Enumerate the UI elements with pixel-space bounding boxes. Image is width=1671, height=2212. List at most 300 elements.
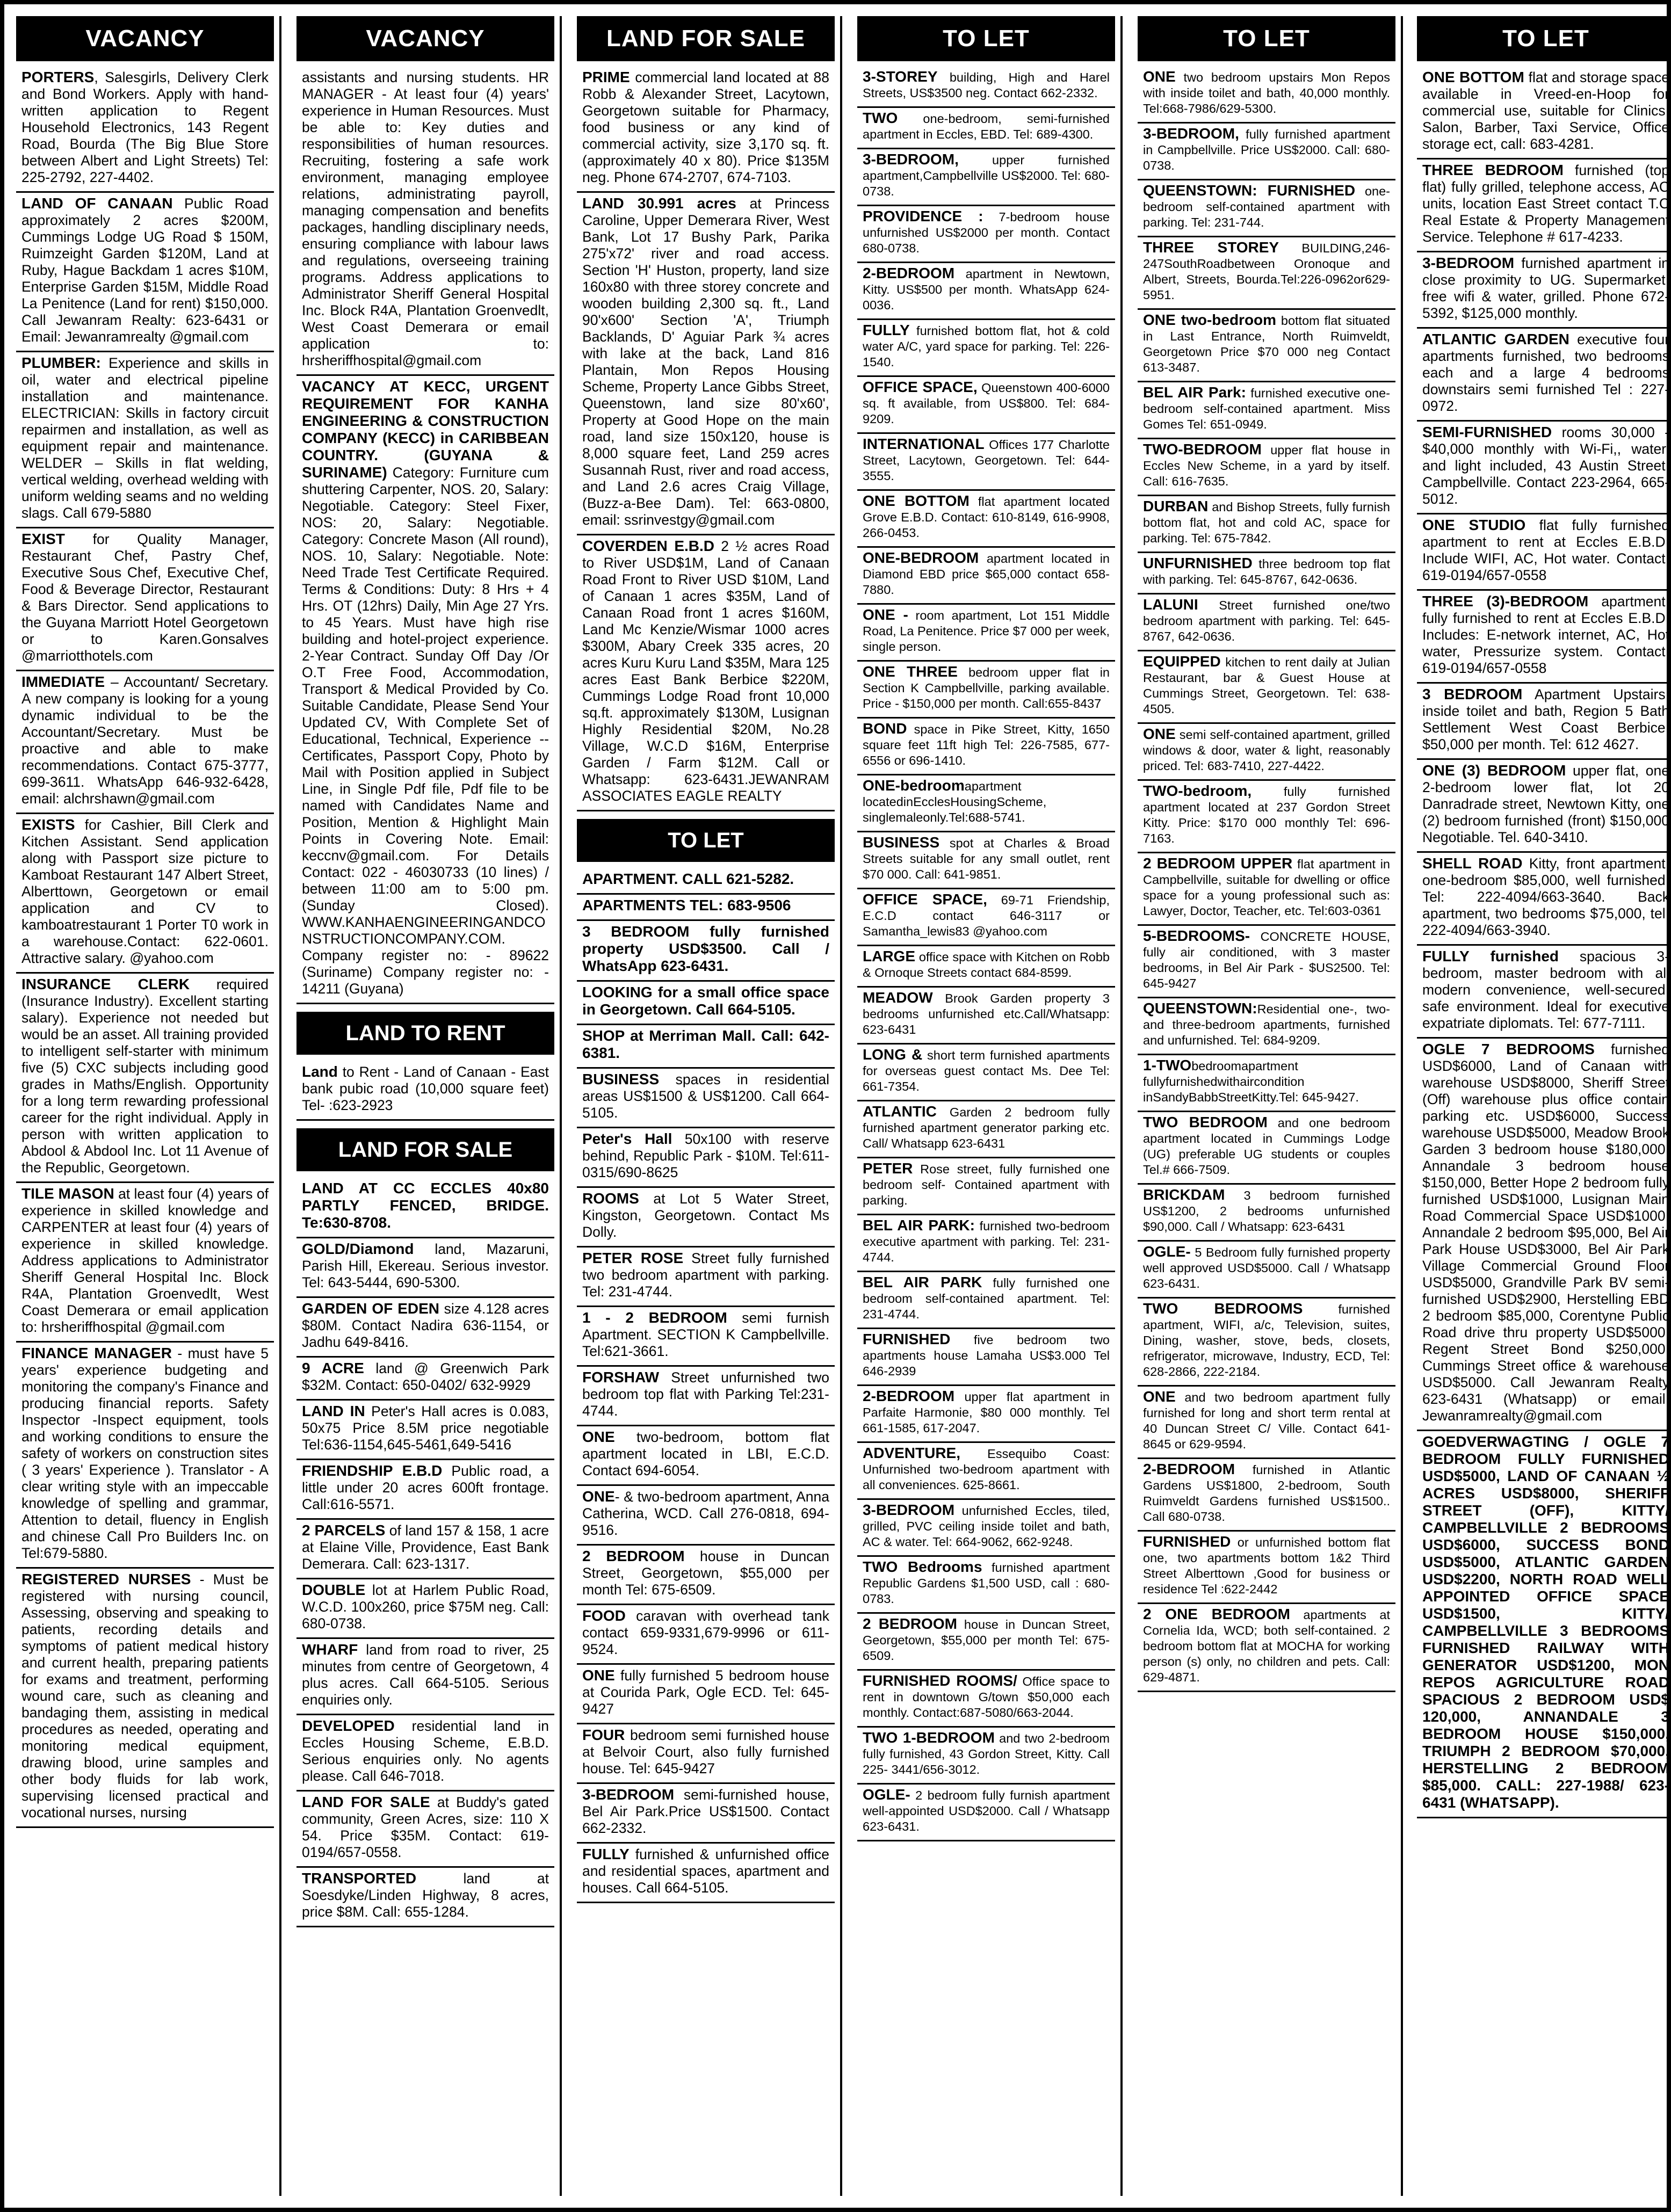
ad-lead: Peter's Hall [582,1130,672,1147]
classified-ad [577,1546,835,1605]
ad-body: land @ Greenwich Park $32M. Contact: 650-0402/ 632-9929 [302,1360,549,1393]
ad-body: at least four (4) years of experience in skilled knowledge and CARPENTER at least four (4) years of experience in skilled knowledge. Address applications to Administrator Sheriff General Hospital Inc. Block R4A, Plantation Groenvedlt, West Coast Demerara or email application to: hrsheriffhospital @gmail.com [21,1186,269,1335]
ad-body: kitchen to rent daily at Julian Restaurant, bar & Guest House at Cummings Street, Georgetown. Tel: 638-4505. [1143,655,1390,716]
ad-lead: 3-BEDROOM [582,1786,675,1803]
classified-ad [857,377,1115,434]
ad-lead: BUSINESS [863,834,940,851]
ad-body: 2 ½ acres Road to River USD$1M, Land of Canaan Road Front to River USD $10M, Land of Canaan 1 acres $35M, Land of Canaan Road front 1 acres $160M, Land Mc Kenzie/Wismar 1000 acres $300M, Abary Creek 335 acres, 20 acres Kuru Kuru Land $35M, Mara 125 acres East Bank Berbice $220M, Cummings Lodge Road front 10,000 sq.ft. approximately $130M, Lusignan Highly Residential $20M, No.28 Village, W.C.D $16M, Enterprise Garden / Farm $12M. Call or Whatsapp: 623-6431.JEWANRAM ASSOCIATES EAGLE REALTY [582,538,829,804]
ad-lead: 1 - 2 BEDROOM [582,1309,727,1326]
classified-ad [577,895,835,921]
ad-lead: OGLE- [1143,1243,1191,1260]
column-3 [577,16,835,2196]
ad-lead: SEMI-FURNISHED [1422,424,1552,440]
ad-lead: FINANCE MANAGER [21,1345,172,1361]
classified-ad [296,1358,554,1401]
ad-body: 7-bedroom house unfurnished US$2000 per month. Contact 680-0738. [863,210,1110,255]
classified-ad [1138,310,1395,382]
column-divider [840,16,842,2196]
ad-body: three bedroom top flat with parking. Tel: 645-8767, 642-0636. [1143,557,1390,586]
classified-ad [1138,724,1395,781]
ad-lead: 2 BEDROOM [582,1548,685,1564]
ad-lead: BEL AIR PARK [863,1274,982,1290]
classified-ad [857,1386,1115,1443]
column-1 [16,16,274,2196]
ad-body: and two 2-bedroom fully furnished, 43 Gordon Street, Kitty. Call 225- 3441/656-3012. [863,1731,1110,1776]
ad-lead: LALUNI [1143,596,1198,613]
ad-lead: 3 BEDROOM fully furnished property USD$3500. Call / WhatsApp 623-6431. [582,923,829,974]
classified-ad [1417,514,1671,591]
ad-lead: INTERNATIONAL [863,436,985,452]
classified-ad [577,1307,835,1367]
ad-body: bottom flat situated in Last Entrance, North Ruimveldt, Georgetown Price $70 000 neg Contact 613-3487. [1143,314,1391,374]
classified-ad [857,320,1115,377]
ad-body: land at Soesdyke/Linden Highway, 8 acres, price $8M. Call: 655-1284. [302,1870,549,1920]
classified-ad [857,1272,1115,1329]
ad-body: furnished bottom flat, hot & cold water A/C, yard space for parking. Tel: 226-1540. [863,324,1110,369]
classified-ad [1417,67,1671,159]
ad-lead: OFFICE SPACE, [863,891,987,908]
classified-ad [857,149,1115,206]
ad-lead: OGLE- [863,1786,910,1803]
ad-lead: FURNISHED ROOMS/ [863,1672,1017,1689]
column-2 [296,16,554,2196]
ad-lead: EQUIPPED [1143,653,1221,670]
ad-lead: VACANCY AT KECC, URGENT REQUIREMENT FOR KANHA ENGINEERING & CONSTRUCTION COMPANY (KECC) in CARIBBEAN COUNTRY. (GUYANA & SURINAME) [302,378,549,481]
ad-lead: PETER ROSE [582,1250,684,1266]
section-header: LAND FOR SALE [296,1128,554,1171]
classified-ad [296,1579,554,1639]
ad-body: Category: Furniture cum shuttering Carpenter, NOS. 20, Salary: Negotiable. Category: Steel Fixer, NOS: 20, Salary: Negotiable. Category: Concrete Mason (All round), NOS. 10, Salary: Negotiable. Note: Need Trade Test Certificate Required. Terms & Conditions: Duty: 8 Hrs + 4 Hrs. OT (12hrs) Daily, Min Age 27 Yrs. to 45 Years. Must have high rise building and hotel-project experience. 2-Year Contract. Sunday Off Day /Or O.T Free Food, Accommodation, Transport & Medical Provided by Co. Suitable Candidate, Please Send Your Updated CV, With Complete Set of Educational, Technical, Experience -- Certificates, Passport Copy, Photo by Mail with Position applied in Subject Line, in Single Pdf file, Pdf file to be named with Candidates Name and Position, Mention & Highlight Main Points in Covering Note. Email: keccnv@gmail.com. For Details Contact: 022 - 46030733 (10 lines) / between 11:00 am to 5:00 pm. (Sunday Closed). WWW.KANHAENGINEERINGANDCONSTRUCTIONCOMPANY.COM. Company register no: - 89622 (Suriname) Company register no: - 14211 (Guyana) [302,465,549,997]
ad-lead: MEADOW [863,989,933,1006]
ad-body: - must have 5 years' experience budgeting and monitoring the company's Finance and producing financial reports. Safety Inspector -Inspect equipment, tools and working conditions to ensure the safety of workers on construction sites ( 3 years' Experience ). Translator - A clear writing style with an impeccable knowledge of spelling and grammar, Attention to detail, fluency in English and chinese Call Pro Builders Inc. on Tel:679-5880. [21,1345,269,1561]
ad-body: residential land in Eccles Housing Scheme, E.B.D. Serious enquiries only. No agents please. Call 646-7018. [302,1718,549,1784]
ad-lead: REGISTERED NURSES [21,1571,191,1587]
ad-lead: ONE [582,1428,615,1445]
ad-lead: OFFICE SPACE, [863,379,978,395]
ad-body: Kitty, front apartment, one-bedroom $85,000, well furnished. Tel: 222-4094/663-3640. Back apartment, two bedrooms $75,000, tel: 222-4094/663-3940. [1422,855,1669,938]
classified-ad [16,1343,274,1569]
ad-body: at Buddy's gated community, Green Acres, size: 110 X 54. Price $35M. Contact: 619-0194/657-0558. [302,1794,549,1860]
ad-lead: LAND AT CC ECCLES 40x80 PARTLY FENCED, BRIDGE. Te:630-8708. [302,1180,549,1231]
ad-body: and Bishop Streets, fully furnish bottom flat, hot and cold AC, space for parking. Tel: 675-7842. [1143,500,1390,545]
ad-lead: FULLY furnished [1422,948,1559,964]
ad-body: apartment located in Diamond EBD price $65,000 contact 658-7880. [863,552,1110,597]
classified-ad [296,67,554,376]
ad-lead: PETER [863,1160,913,1177]
ad-lead: APARTMENTS TEL: 683-9506 [582,897,791,913]
ad-lead: 3-STOREY [863,68,938,85]
ad-lead: ROOMS [582,1190,639,1207]
ad-body: house in Duncan Street, Georgetown, $55,000 per month Tel: 675-6509. [582,1548,829,1598]
ad-body: furnished (top flat) fully grilled, telephone access, AC units, location East Street contact T.C Real Estate & Property Management Service. Telephone # 617-4233. [1422,162,1669,245]
ad-body: for Quality Manager, Restaurant Chef, Pastry Chef, Executive Sous Chef, Executive Chef, Food & Beverage Director, Restaurant & Bars Director. Send applications to the Guyana Marriott Hotel Georgetown or to Karen.Gonsalves @marriotthotels.com [21,531,269,664]
ad-body: two bedroom upstairs Mon Repos with inside toilet and bath, 40,000 monthly. Tel:668-7986/629-5300. [1143,70,1390,115]
classified-ad [1138,124,1395,180]
ad-lead: LAND FOR SALE [302,1794,430,1810]
ad-body: fully furnished apartment in Campbellville. Price US$2000. Call: 680-0738. [1143,127,1390,172]
classified-ad [857,719,1115,775]
classified-ad [1138,651,1395,724]
classified-ad [296,376,554,1004]
ad-body: furnished & unfurnished office and residential spaces, apartment and houses. Call 664-5105. [582,1846,829,1896]
ad-body: and one bedroom apartment located in Cummings Lodge (UG) preferable UG students or couples Tel.# 666-7509. [1143,1116,1390,1177]
ad-lead: GOLD/Diamond [302,1241,414,1257]
classified-ad [1417,591,1671,684]
classified-ad [1417,422,1671,514]
ad-body: , Salesgirls, Delivery Clerk and Bond Workers. Apply with hand-written application to Regent Household Electronics, 143 Regent Road, Bourda (The Big Blue Store between Albert and Light Streets) Tel: 225-2792, 227-4402. [21,69,269,185]
ad-body: furnished in Atlantic Gardens US$1800, 2-bedroom, South Ruimveldt Gardens furnished US$1500.. Call 680-0738. [1143,1463,1390,1524]
classified-ad [1138,781,1395,853]
ad-body: furnished two-bedroom executive apartment with parking. Tel: 231-4744. [863,1219,1110,1264]
ad-lead: ONE [1143,726,1176,742]
classified-ad [16,1569,274,1828]
classified-ad [1138,67,1395,124]
ad-body: Office space to rent in downtown G/town $50,000 each monthly. Contact:687-5080/663-2044. [863,1674,1110,1720]
classified-ad [296,1178,554,1238]
ad-body: Essequibo Coast: Unfurnished two-bedroom apartment with all conveniences. 625-8661. [863,1447,1110,1492]
column-4 [857,16,1115,2196]
classified-ad [1138,1387,1395,1459]
ad-lead: 5-BEDROOMS- [1143,927,1250,944]
ad-body: land from road to river, 25 minutes from centre of Georgetown, 4 plus acres. Call 664-5105. Serious enquiries only. [302,1642,549,1708]
classified-ad [296,1520,554,1579]
classified-ad [577,1188,835,1248]
ad-body: BUILDING,246-247SouthRoadbetween Oronoque and Albert, Streets, Bourda.Tel:226-0962or629-5951. [1143,241,1390,302]
ad-lead: GOEDVERWAGTING / OGLE 7 BEDROOM FULLY FURNISHED USD$5000, LAND OF CANAAN ½ ACRES USD$8000, SHERIFF STREET (OFF), KITTY/ CAMPBELLVILLE 2 BEDROOMS USD$6000, SUCCESS BOND USD$5000, ATLANTIC GARDEN USD$2200, NORTH ROAD WELL APPOINTED OFFICE SPACE USD$1500, KITTY/ CAMPBELLVILLE 3 BEDROOMS FURNISHED RAILWAY WITH GENERATOR USD$1200, MON REPOS AGRICULTURE ROAD SPACIOUS 2 BEDROOM USD$ 120,000, ANNANDALE 3 BEDROOM HOUSE $150,000, TRIUMPH 2 BEDROOM $70,000, HERSTELLING 2 BEDROOM $85,000. CALL: 227-1988/ 623-6431 (WHATSAPP). [1422,1433,1669,1811]
ad-body: 5 Bedroom fully furnished property well approved USD$5000. Call / Whatsapp 623-6431. [1143,1245,1390,1290]
column-6 [1417,16,1671,2196]
ad-lead: BRICKDAM [1143,1186,1225,1203]
classified-ad [857,1158,1115,1215]
ad-lead: FRIENDSHIP E.B.D [302,1462,443,1479]
ad-lead: FOUR [582,1727,625,1743]
ad-body: room apartment, Lot 151 Middle Road, La Penitence. Price $7 000 per week, single person. [863,608,1110,654]
classified-ad [296,1868,554,1927]
ad-lead: DEVELOPED [302,1717,395,1734]
ad-lead: EXIST [21,531,65,547]
classified-ad [1138,1185,1395,1242]
ad-body: rooms 30,000 - $40,000 monthly with Wi-Fi,, water, and light included, 43 Austin Street, Campbellville. Contact 223-2964, 665-5012. [1422,424,1669,507]
classified-ad [1417,946,1671,1039]
ad-lead: 3-BEDROOM, [1143,125,1239,142]
ad-lead: LONG & [863,1046,923,1063]
ad-body: Street unfurnished two bedroom top flat with Parking Tel:231-4744. [582,1369,829,1419]
classified-ad [857,1329,1115,1386]
ad-body: flat apartment in Campbellville, suitable for dwelling or office space for a young professional such as: Lawyer, Doctor, Teacher, etc. Tel:603-0361 [1143,857,1390,918]
ad-lead: PROVIDENCE : [863,208,983,224]
ad-lead: THREE (3)-BEDROOM [1422,593,1589,610]
ad-lead: INSURANCE CLERK [21,976,190,992]
classified-ad [296,1715,554,1792]
classified-ad [1138,382,1395,439]
classified-ad [577,1367,835,1426]
ad-body: furnished apartment Republic Gardens $1,500 USD, call : 680-0783. [863,1561,1110,1606]
classified-ad [1417,159,1671,252]
classified-ad [577,1724,835,1784]
classified-ad [1138,237,1395,310]
classified-ad [16,974,274,1183]
classified-ad [1417,684,1671,760]
ad-lead: PORTERS [21,69,95,85]
classified-ad [16,1183,274,1343]
section-header: TO LET [1138,16,1395,61]
ad-lead: 3-BEDROOM [863,1502,955,1518]
ad-lead: DOUBLE [302,1582,366,1598]
ad-lead: Land [302,1063,338,1080]
ad-lead: FOOD [582,1607,626,1624]
ad-lead: FORSHAW [582,1369,660,1386]
ad-body: land, Mazaruni, Parish Hill, Ekereau. Serious investor. Tel: 643-5444, 690-5300. [302,1241,549,1290]
ad-body: Public road, a little under 20 acres 600ft frontage. Call:616-5571. [302,1463,549,1512]
classified-ad [1138,1112,1395,1185]
classified-ad [296,1639,554,1715]
classified-ad [1417,853,1671,946]
ad-body: for Cashier, Bill Clerk and Kitchen Assistant. Send application along with Passport size picture to Kamboat Restaurant 147 Albert Street, Alberttown, Georgetown or email application and CV to kamboatrestaurant 1 Porter T0 work in a warehouse.Contact: 622-0601. Attractive salary. @yahoo.com [21,817,269,966]
ad-lead: PLUMBER: [21,354,101,371]
classified-ad [1138,496,1395,553]
classified-ad [857,434,1115,491]
classified-ad [577,1605,835,1665]
column-divider [1401,16,1403,2196]
ad-lead: ONE [582,1488,615,1505]
ad-body: executive four apartments furnished, two bedrooms each and a large 4 bedrooms downstairs semi furnished Tel : 227-0972. [1422,331,1670,414]
ad-body: Public Road approximately 2 acres $200M, Cummings Lodge UG Road $ 150M, Ruimzeight Garden $120M, Land at Ruby, Hague Backdam 1 acres $10M, Enterprise Garden $15M, Middle Road La Penitence (Land for rent) $150,000. Call Jewanram Realty: 623-6431 or Email: Jewanramrealty @gmail.com [21,195,269,345]
column-5 [1138,16,1395,2196]
ad-body: furnished apartment, WIFI, a/c, Television, suites, Dining, washer, stove, beds, closets, refrigerator, microwave, Industry, ECD, Tel: 628-2866, 222-2184. [1143,1302,1390,1379]
ad-body: at Lot 5 Water Street, Kingston, Georgetown. Contact Ms Dolly. [582,1191,829,1240]
ad-lead: FURNISHED [1143,1533,1231,1550]
classified-ad [857,1443,1115,1500]
ad-lead: COVERDEN E.B.D [582,538,715,554]
classified-ad [296,1298,554,1358]
ad-lead: LAND 30.991 acres [582,195,736,212]
ad-lead: 3-BEDROOM, [863,151,959,168]
ad-lead: WHARF [302,1641,358,1658]
ad-body: Rose street, fully furnished one bedroom self- Contained apartment with parking. [863,1162,1110,1207]
classified-ad [577,982,835,1025]
classified-ad [1138,180,1395,237]
column-divider [279,16,281,2196]
ad-body: caravan with overhead tank contact 659-9331,679-9996 or 611-9524. [582,1608,829,1657]
classified-ad [857,491,1115,548]
classified-ad [857,832,1115,889]
classified-ad [857,108,1115,149]
ad-body: upper flat apartment in Parfaite Harmonie, $80 000 monthly. Tel 661-1585, 617-2047. [863,1390,1110,1435]
classified-ad [577,1665,835,1724]
ad-lead: SHOP at Merriman Mall. Call: 642-6381. [582,1027,829,1061]
classified-ad [577,1784,835,1844]
ad-body: apartment in Newtown, Kitty. US$500 per month. WhatsApp 624-0036. [863,267,1110,312]
ad-body: 69-71 Friendship, E.C.D contact 646-3117 or Samantha_lewis83 @yahoo.com [863,893,1110,938]
ad-lead: 9 ACRE [302,1360,364,1376]
classified-ad [857,1101,1115,1158]
ad-lead: ONE-bedroom [863,777,965,794]
classified-ad [857,206,1115,263]
classified-ad [857,988,1115,1045]
ad-lead: ONE THREE [863,663,958,680]
classified-ad [577,868,835,895]
classified-ad [1138,1604,1395,1692]
classified-ad [857,1728,1115,1785]
ad-body: furnished USD$6000, Land of Canaan with warehouse USD$8000, Sheriff Street (Off) warehouse plus office contain parking etc. USD$6000, Success warehouse USD$5000, Meadow Brook Garden 3 bedroom house $180,000, Annandale 3 bedroom house $150,000, Better Hope 2 bedroom fully furnished USD$1000, Lusignan Main Road Commercial Space USD$1000, Annandale 2 bedroom $95,000, Bel Air Park House USD$3000, Bel Air Park Village Commercial Ground Floor USD$5000, Grandville Park BV semi- furnished USD$2900, Herstelling EBD 2 bedroom $85,000, Corentyne Public Road drive thru property USD$5000, Regent Street Bond $250,000, Cummings Street office & warehouse USD$5000. Call Jewanram Realty 623-6431 (Whatsapp) or email: Jewanramrealty@gmail.com [1422,1041,1669,1424]
classified-ad [296,1460,554,1520]
classified-ad [1138,998,1395,1055]
ad-lead: BEL AIR PARK: [863,1217,975,1234]
ad-body: 3 bedroom furnished US$1200, 2 bedrooms unfurnished $90,000. Call / Whatsapp: 623-6431 [1143,1188,1390,1234]
ad-lead: TILE MASON [21,1185,114,1202]
section-header: TO LET [857,16,1115,61]
ad-lead: PRIME [582,69,630,85]
ad-body: and two bedroom apartment fully furnished for long and short term rental at 40 Duncan Street C/ Ville. Contact 641-8645 or 629-9594. [1143,1390,1390,1451]
ad-lead: 3 BEDROOM [1422,686,1523,702]
ad-lead: APARTMENT. CALL 621-5282. [582,871,794,887]
classified-ad [857,775,1115,832]
ad-lead: QUEENSTOWN: [1143,1000,1257,1017]
classified-ad [577,1486,835,1546]
ad-body: Brook Garden property 3 bedrooms unfurnished etc.Call/Whatsapp: 623-6431 [863,991,1110,1036]
ad-body: Residential one-, two- and three-bedroom apartments, furnished and unfurnished. Tel: 684-9209. [1143,1002,1390,1047]
ad-lead: ONE-BEDROOM [863,549,979,566]
classified-ad [16,528,274,671]
classified-ad [1138,439,1395,496]
classified-ad [1138,1532,1395,1604]
ad-lead: LARGE [863,948,915,964]
ad-body: apartment, fully furnished to rent at Eccles E.B.D. Includes: E-network internet, AC, Hot water, Pressurize system. Contact: 619-0194/657-0558 [1422,593,1669,676]
ad-body: furnished executive one-bedroom self-contained apartment. Miss Gomes Tel: 651-0949. [1143,386,1390,431]
ad-body: fully furnished apartment located at 237 Gordon Street Kitty. Price: $170 000 monthly Tel: 696-7163. [1143,785,1390,845]
classified-ad [857,548,1115,605]
ad-body: office space with Kitchen on Robb & Ornoque Streets contact 684-8599. [863,950,1110,980]
section-header: VACANCY [296,16,554,61]
ad-body: size 4.128 acres $80M. Contact Nadira 636-1154, or Jadhu 649-8416. [302,1301,549,1350]
ad-body: flat and storage space available in Vreed-en-Hoop for commercial use, suitable for Clinics, Salon, Barber, Taxi Service, Office storage ect, call: 683-4281. [1422,69,1670,152]
ad-body: apartments at Cornelia Ida, WCD; both self-contained. 2 bedroom bottom flat at MOCHA for working person (s) only, no children and pets. Call: 629-4871. [1143,1608,1390,1684]
ad-body: at Princess Caroline, Upper Demerara River, West Bank, Lot 17 Bushy Park, Parika 275'x72' river and road access. Section 'H' Huston, property, land size 160x80 with three storey concrete and wooden building 2,300 sq. ft., Land 90'x600' Section 'A', Triumph Backlands, D' Aguiar Park ¾ acres with lake at the back, Land 816 Plantain, Mon Repos Housing Scheme, Property Lance Gibbs Street, Queenstown, land size 80'x60', Property at Good Hope on the main road, land size 150x120, house is 8,000 square feet, Land 259 acres Susannah Rust, river and road access, and Land 2.6 acres Craig Village, (Buzz-a-Bee Dam). Tel: 663-0800, email: ssrinvestgy@gmail.com [582,195,829,528]
ad-body: bedroom upper flat in Section K Campbellville, parking available. Price - $150,000 per month. Call:655-8437 [863,665,1110,710]
ad-lead: TWO Bedrooms [863,1558,982,1575]
ad-lead: THREE STOREY [1143,239,1279,256]
section-header: TO LET [577,819,835,862]
classified-ad [577,921,835,982]
ad-lead: FURNISHED [863,1331,951,1347]
ad-lead: BOND [863,720,907,737]
ad-lead: ATLANTIC [863,1103,937,1120]
ad-lead: ONE - [863,606,908,623]
classified-ad [577,193,835,535]
ad-lead: EXISTS [21,816,75,833]
classified-ad [1417,1431,1671,1818]
classified-ad [857,67,1115,108]
ad-body: five bedroom two apartments house Lamaha US$3.000 Tel 646-2939 [863,1333,1110,1378]
ad-lead: LAND IN [302,1403,365,1419]
classified-ad [857,946,1115,988]
ad-body: - Must be registered with nursing council, Assessing, observing and speaking to patients, recording details and symptoms of patient medical history and current health, preparing patients for exams and treatment, performing wound care, such as cleaning and bandaging them, assisting in medical procedures as needed, operating and monitoring medical equipment, drawing blood, urine samples and other body fluids for lab work, supervising licensed practical and vocational nurses, nursing [21,1571,269,1821]
ad-body: or unfurnished bottom flat one, two apartments bottom 1&2 Third Street Alberttown ,Good for business or residence Tel :622-2442 [1143,1535,1390,1596]
ad-body: space in Pike Street, Kitty, 1650 square feet 11ft high Tel: 226-7585, 677-6556 or 696-1410. [863,722,1110,767]
ad-lead: TWO 1-BEDROOM [863,1729,995,1746]
ad-lead: TRANSPORTED [302,1870,417,1887]
ad-body: short term furnished apartments for overseas guest contact Ms. Dee Tel: 661-7354. [863,1048,1110,1093]
ad-lead: 2-BEDROOM [1143,1461,1235,1477]
ad-lead: FULLY [863,322,910,338]
classified-ad [857,605,1115,662]
ad-body: 2 bedroom fully furnish apartment well-appointed USD$2000. Call / Whatsapp 623-6431. [863,1788,1110,1833]
ad-lead: ATLANTIC GARDEN [1422,331,1569,347]
ad-lead: 2 BEDROOM [863,1615,957,1632]
ad-body: Offices 177 Charlotte Street, Lacytown, Georgetown. Tel: 644-3555. [863,438,1110,483]
ad-lead: LAND OF CANAAN [21,195,173,212]
ad-lead: BEL AIR Park: [1143,384,1246,401]
ad-lead: QUEENSTOWN: FURNISHED [1143,182,1356,199]
ad-body: assistants and nursing students. HR MANAGER - At least four (4) years' experience in Human Resources. Must be able to: Key duties and responsibilities of human resources. Recruiting, fostering a safe work environment, managing employee relations, administrating payroll, managing compensation and benefits packages, handling disciplinary needs, ensuring compliance with labour laws and regulations, overseeing training programs. Address applications to Administrator Sheriff General Hospital Inc. Block R4A, Plantation Groenvedlt, West Coast Demerara or email application to: hrsheriffhospital@gmail.com [302,69,549,368]
ad-lead: DURBAN [1143,498,1209,514]
classified-ad [1138,553,1395,594]
ad-body: one-bedroom, semi-furnished apartment in Eccles, EBD. Tel: 689-4300. [863,112,1110,141]
classified-ad [1138,1459,1395,1532]
section-header: VACANCY [16,16,274,61]
classified-ad [857,1500,1115,1557]
ad-lead: TWO-BEDROOM [1143,441,1262,458]
ad-body: Apartment Upstairs, inside toilet and bath, Region 5 Bath Settlement West Coast Berbice, $50,000 per month. Tel: 612 4627. [1422,686,1669,752]
ad-lead: IMMEDIATE [21,673,105,690]
ad-body: apartment locatedinEcclesHousingScheme, singlemaleonly.Tel:688-5741. [863,779,1047,824]
ad-body: semi-furnished house, Bel Air Park.Price US$1500. Contact 662-2332. [582,1787,829,1836]
ad-lead: LOOKING for a small office space in Georgetown. Call 664-5105. [582,984,829,1018]
ad-body: upper flat house in Eccles New Scheme, in a yard by itself. Call: 616-7635. [1143,443,1390,488]
ad-lead: ONE two-bedroom [1143,311,1277,328]
classified-ad [1417,760,1671,853]
ad-body: flat fully furnished apartment to rent at Eccles E.B.D. Include WIFI, AC, Hot water. Contact: 619-0194/657-0558 [1422,517,1669,583]
ad-body: bedroomapartment fullyfurnishedwithaircondition inSandyBabbStreetKitty.Tel: 645-9427. [1143,1059,1359,1104]
ad-body: commercial land located at 88 Robb & Alexander Street, Lacytown, Georgetown suitable for Pharmacy, food business or any kind of commercial activity, size 3,170 sq. ft. (approximately 40 x 80). Price $135M neg. Phone 674-2707, 674-7103. [582,69,829,185]
classified-ad [16,352,274,528]
classified-ad [1417,329,1671,422]
ad-lead: 1-TWO [1143,1057,1192,1074]
ad-lead: ONE BOTTOM [1422,69,1524,85]
ad-body: fully furnished one bedroom self-contained apartment. Tel: 231-4744. [863,1276,1110,1321]
ad-body: building, High and Harel Streets, US$3500 neg. Contact 662-2332. [863,70,1110,100]
classified-ad [1138,926,1395,998]
classified-ad [857,1785,1115,1841]
column-divider [560,16,562,2196]
ad-body: of land 157 & 158, 1 acre at Elaine Ville, Providence, East Bank Demerara. Call: 623-1317. [302,1522,549,1572]
ad-lead: ONE BOTTOM [863,492,970,509]
ad-lead: OGLE 7 BEDROOMS [1422,1041,1595,1057]
ad-body: Peter's Hall acres is 0.083, 50x75 Price 8.5M price negotiable Tel:636-1154,645-5461,649-5416 [302,1403,549,1453]
ad-lead: TWO-bedroom, [1143,782,1252,799]
ad-body: - & two-bedroom apartment, Anna Catherina, WCD. Call 276-0818, 694-9516. [582,1489,829,1538]
ad-lead: 2-BEDROOM [863,265,955,281]
classified-ad [1417,1039,1671,1431]
ad-body: upper flat, one 2-bedroom lower flat, lot 20 Danradrade street, Newtown Kitty, one (2) bedroom furnished (front) $150,000 Negotiable. Tel. 640-3410. [1422,763,1669,845]
ad-lead: TWO BEDROOM [1143,1114,1268,1130]
ad-lead: 2-BEDROOM [863,1388,955,1404]
section-header: LAND TO RENT [296,1012,554,1055]
ad-body: semi furnish Apartment. SECTION K Campbellville. Tel:621-3661. [582,1310,830,1359]
ad-body: upper furnished apartment,Campbellville US$2000. Tel: 680-0738. [863,153,1110,198]
classified-ad [577,1069,835,1128]
classified-ad [1138,853,1395,926]
ad-body: Street furnished one/two bedroom apartment with parking. Tel: 645-8767, 642-0636. [1143,598,1390,643]
ad-lead: TWO BEDROOMS [1143,1300,1303,1317]
classified-ad [1417,252,1671,329]
ad-body: house in Duncan Street, Georgetown, $55,000 per month Tel: 675-6509. [863,1618,1110,1663]
classified-ad [577,535,835,811]
ad-lead: TWO [863,110,898,126]
ad-body: spot at Charles & Broad Streets suitable for any small outlet, rent $70 000. Call: 641-9851. [863,836,1110,881]
ad-body: two-bedroom, bottom flat apartment located in LBI, E.C.D. Contact 694-6054. [582,1429,829,1478]
column-divider [1120,16,1123,2196]
